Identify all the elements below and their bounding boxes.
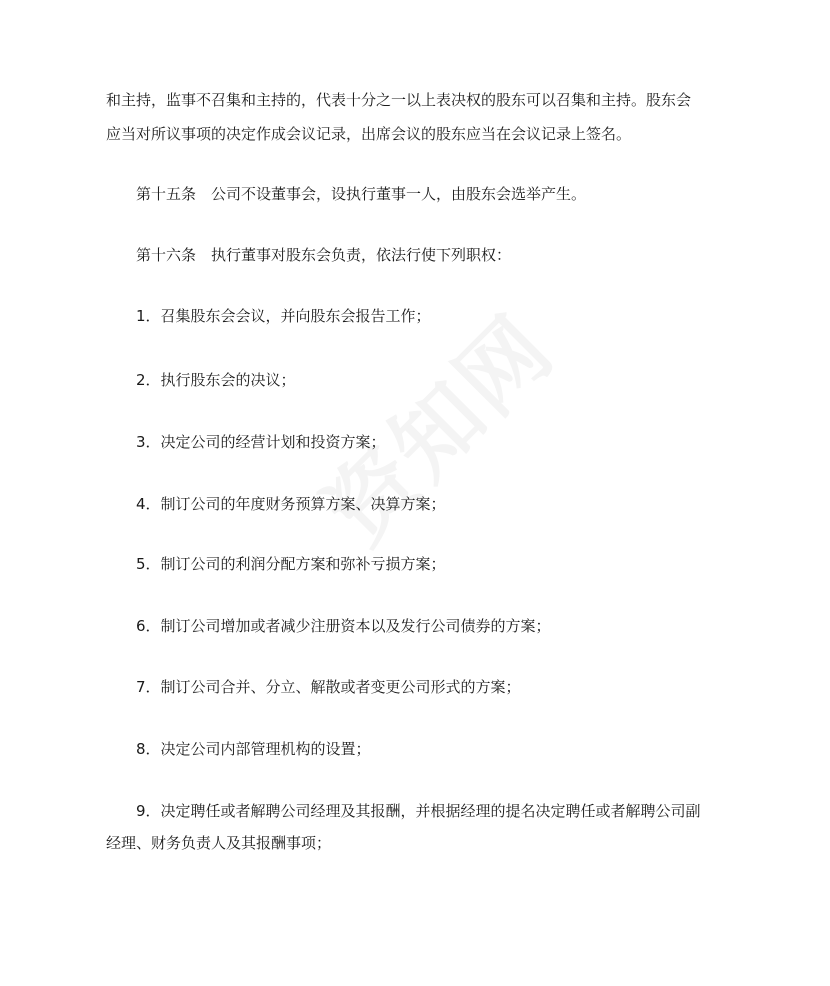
list-item-7 bbox=[136, 670, 776, 704]
text-line: 5．制订公司的利润分配方案和弥补亏损方案； bbox=[136, 555, 446, 573]
text-line: 经理、财务负责人及其报酬事项； bbox=[106, 834, 332, 852]
list-item-4 bbox=[136, 487, 776, 521]
list-item-1 bbox=[136, 299, 776, 333]
text-line: 6．制订公司增加或者减少注册资本以及发行公司债券的方案； bbox=[136, 617, 551, 635]
list-item-3 bbox=[136, 425, 776, 459]
text-line: 第十五条 公司不设董事会，设执行董事一人，由股东会选举产生。 bbox=[136, 185, 587, 203]
text-line: 第十六条 执行董事对股东会负责，依法行使下列职权： bbox=[136, 246, 512, 264]
list-item-6 bbox=[136, 609, 776, 643]
list-item-2 bbox=[136, 363, 776, 397]
text-line: 1．召集股东会会议，并向股东会报告工作； bbox=[136, 307, 431, 325]
list-item-5 bbox=[136, 547, 776, 581]
paragraph-continuation bbox=[106, 83, 746, 151]
text-line: 2．执行股东会的决议； bbox=[136, 371, 296, 389]
list-item-9 bbox=[136, 794, 776, 828]
text-line: 和主持，监事不召集和主持的，代表十分之一以上表决权的股东可以召集和主持。股东会 bbox=[106, 91, 692, 109]
text-line: 9．决定聘任或者解聘公司经理及其报酬，并根据经理的提名决定聘任或者解聘公司副 bbox=[136, 802, 701, 820]
text-line: 7．制订公司合并、分立、解散或者变更公司形式的方案； bbox=[136, 678, 521, 696]
article-16 bbox=[136, 238, 776, 272]
text-line: 3．决定公司的经营计划和投资方案； bbox=[136, 433, 386, 451]
list-item-8 bbox=[136, 732, 776, 766]
text-line: 应当对所议事项的决定作成会议记录，出席会议的股东应当在会议记录上签名。 bbox=[106, 125, 632, 143]
text-line: 8．决定公司内部管理机构的设置； bbox=[136, 740, 371, 758]
list-item-9-continuation bbox=[106, 826, 746, 860]
text-line: 4．制订公司的年度财务预算方案、决算方案； bbox=[136, 495, 446, 513]
article-15 bbox=[136, 177, 776, 211]
